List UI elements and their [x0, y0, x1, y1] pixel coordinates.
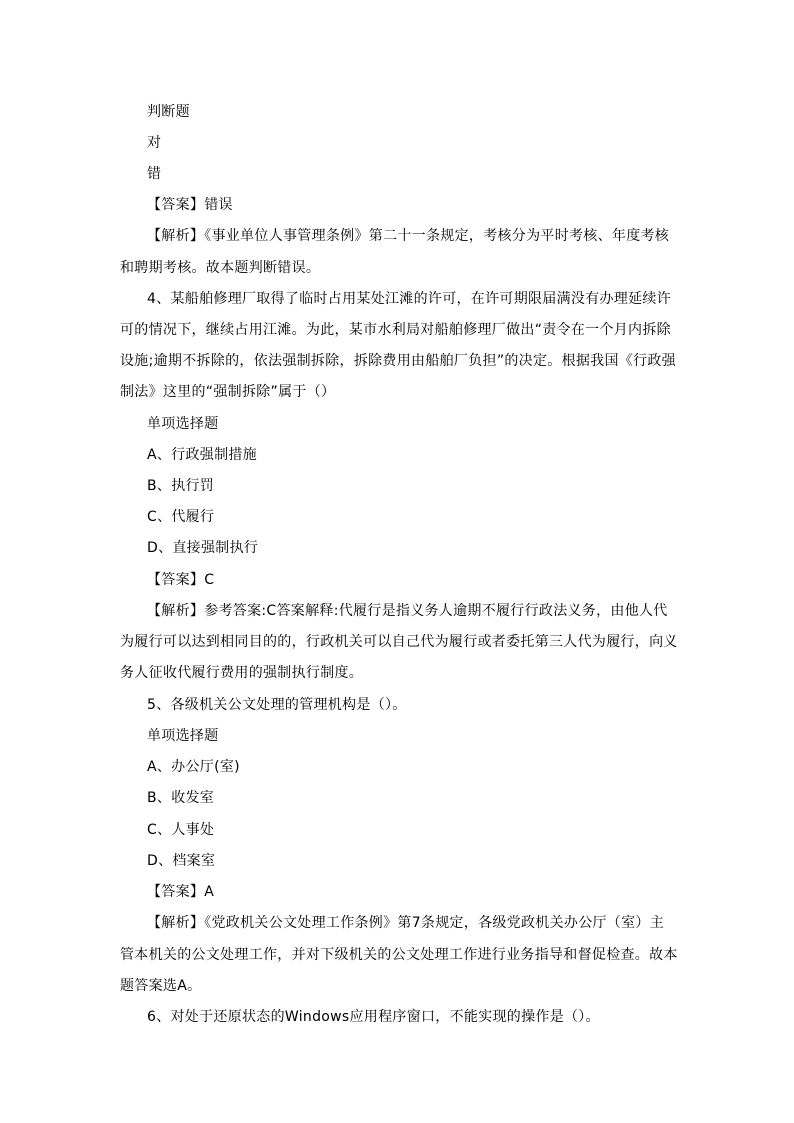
text-line: 【答案】错误: [147, 197, 233, 213]
text-line: B、收发室: [147, 790, 215, 806]
text-line: 务人征收代履行费用的强制执行制度。: [120, 665, 364, 681]
text-line: 5、各级机关公文处理的管理机构是（）。: [147, 697, 407, 713]
text-line: B、执行罚: [147, 478, 215, 494]
text-line: C、代履行: [147, 509, 215, 525]
text-line: D、直接强制执行: [147, 540, 259, 556]
text-line: 【解析】参考答案:C答案解释:代履行是指义务人逾期不履行行政法义务，由他人代: [147, 603, 668, 619]
text-line: 设施;逾期不拆除的，依法强制拆除，拆除费用由船舶厂负担”的决定。根据我国《行政强: [120, 353, 676, 369]
text-line: 题答案选A。: [120, 978, 202, 994]
text-line: A、行政强制措施: [147, 447, 257, 463]
text-line: 管本机关的公文处理工作，并对下级机关的公文处理工作进行业务指导和督促检查。故本: [120, 947, 678, 963]
text-line: 单项选择题: [147, 416, 219, 432]
text-line: 6、对处于还原状态的Windows应用程序窗口，不能实现的操作是（）。: [147, 1009, 600, 1025]
text-line: 【答案】A: [147, 884, 215, 900]
text-line: A、办公厅(室): [147, 759, 240, 775]
text-line: 为履行可以达到相同目的的，行政机关可以自己代为履行或者委托第三人代为履行，向义: [120, 634, 678, 650]
text-line: 可的情况下，继续占用江滩。为此，某市水利局对船舶修理厂做出“责令在一个月内拆除: [120, 322, 671, 338]
text-line: 判断题: [147, 104, 190, 120]
text-line: 【答案】C: [147, 572, 215, 588]
text-line: 制法》这里的“强制拆除”属于（）: [120, 384, 336, 400]
text-line: 单项选择题: [147, 728, 219, 744]
text-line: 【解析】《事业单位人事管理条例》第二十一条规定，考核分为平时考核、年度考核: [147, 228, 670, 244]
text-line: 和聘期考核。故本题判断错误。: [120, 260, 321, 276]
text-line: 4、某船舶修理厂取得了临时占用某处江滩的许可，在许可期限届满没有办理延续许: [147, 291, 672, 307]
text-line: 对: [147, 135, 162, 151]
text-line: D、档案室: [147, 853, 216, 869]
text-line: 错: [147, 166, 162, 182]
text-line: 【解析】《党政机关公文处理工作条例》第7条规定，各级党政机关办公厅（室）主: [147, 915, 665, 931]
text-line: C、人事处: [147, 822, 215, 838]
